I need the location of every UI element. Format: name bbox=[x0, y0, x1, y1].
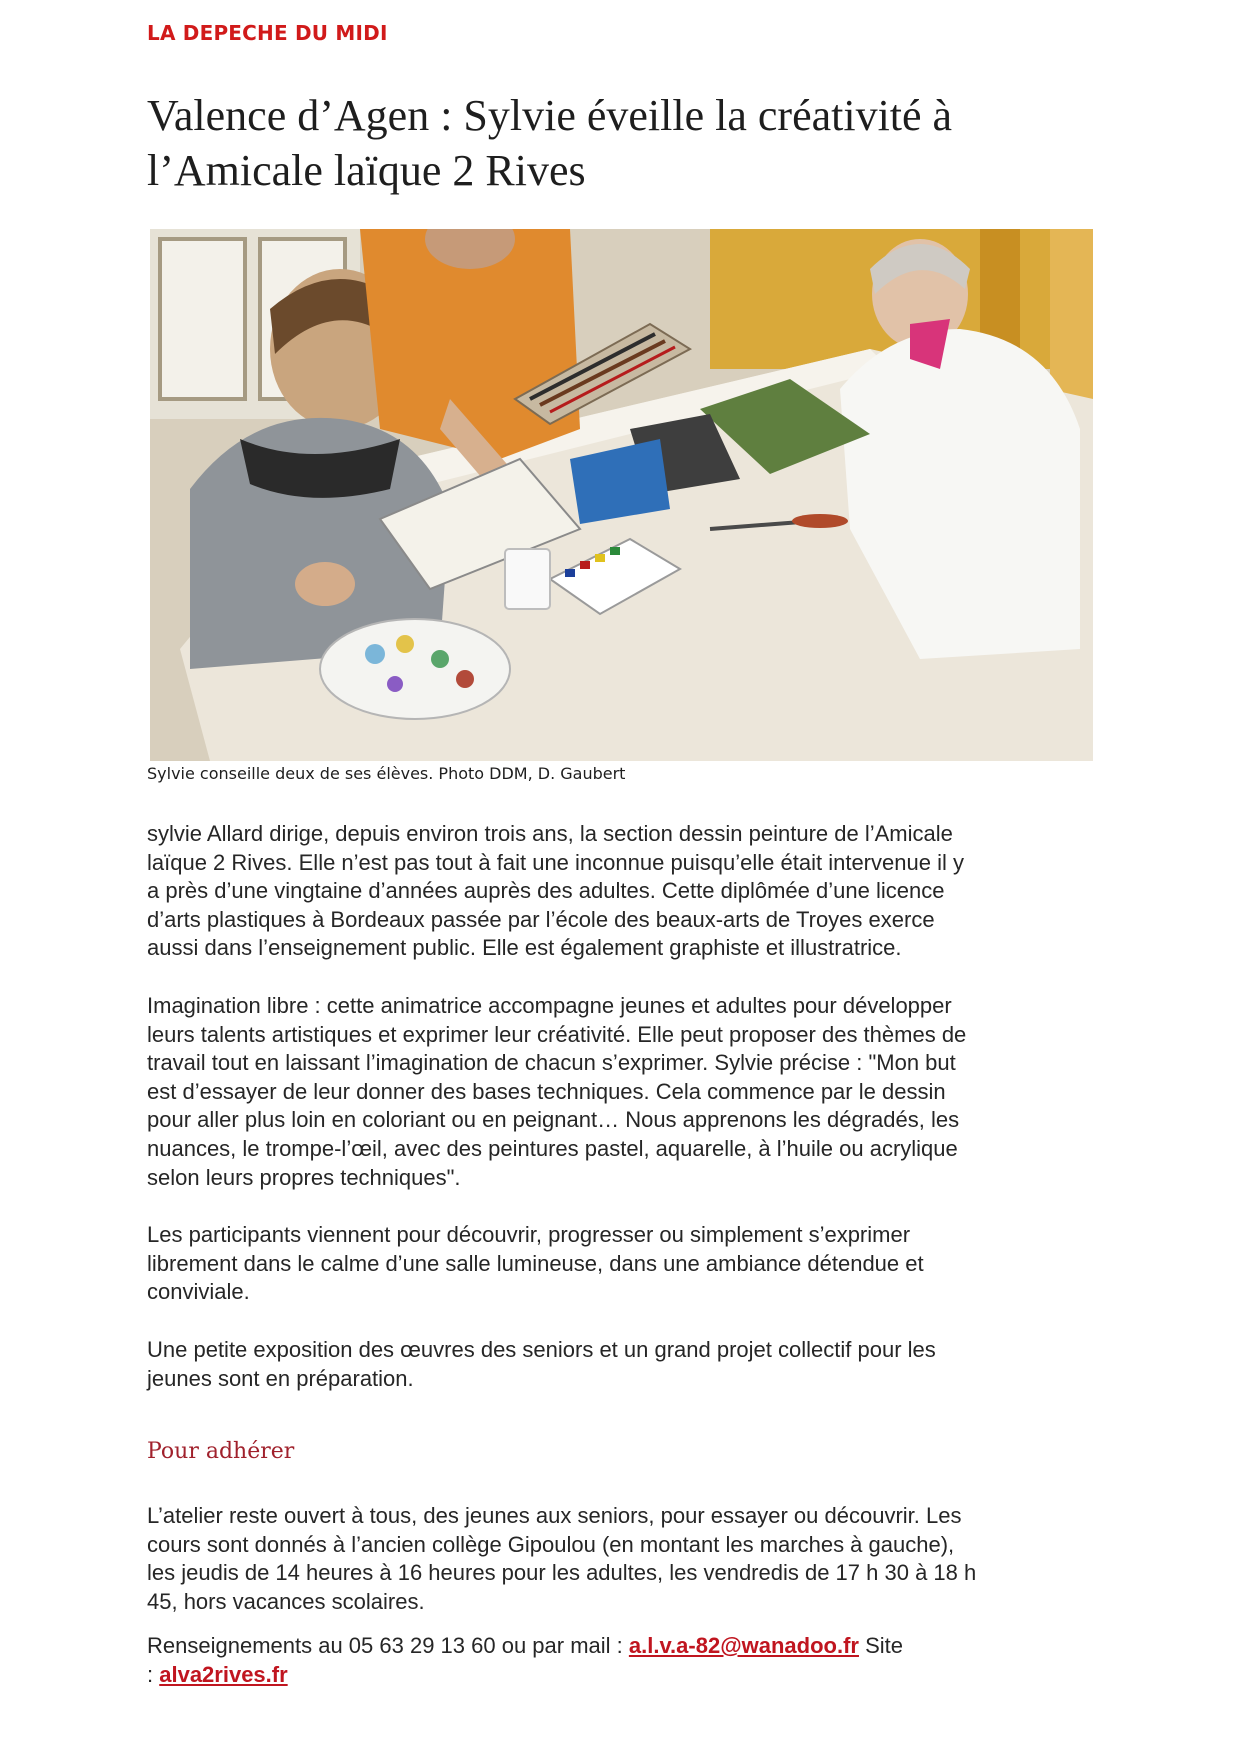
text-line: laïque 2 Rives. Elle n’est pas tout à fait une inconnue puisqu’elle était intervenue il y bbox=[147, 849, 964, 875]
text-line: a près d’une vingtaine d’années auprès des adultes. Cette diplômée d’une licence bbox=[147, 878, 945, 904]
newspaper-source: LA DEPECHE DU MIDI bbox=[147, 21, 388, 45]
text-line: conviviale. bbox=[147, 1279, 250, 1305]
article-title bbox=[147, 88, 1107, 198]
text-line: travail tout en laissant l’imagination de chacun s’exprimer. Sylvie précise : "Mon but bbox=[147, 1050, 956, 1076]
text-line bbox=[147, 1661, 1107, 1690]
photo-caption: Sylvie conseille deux de ses élèves. Photo DDM, D. Gaubert bbox=[147, 764, 626, 783]
text-line: pour aller plus loin en coloriant ou en peignant… Nous apprenons les dégradés, les bbox=[147, 1107, 960, 1133]
text-line: Une petite exposition des œuvres des seniors et un grand projet collectif pour les bbox=[147, 1337, 936, 1362]
contact-paragraph bbox=[147, 1632, 1107, 1689]
text-line bbox=[147, 1632, 1107, 1661]
text-line: les jeudis de 14 heures à 16 heures pour les adultes, les vendredis de 17 h 30 à 18 h bbox=[147, 1560, 977, 1586]
text-line: Imagination libre : cette animatrice accompagne jeunes et adultes pour développer bbox=[147, 993, 952, 1018]
paragraph-1 bbox=[147, 820, 1107, 963]
paragraph-2 bbox=[147, 992, 1107, 1192]
text-line: aussi dans l’enseignement public. Elle est également graphiste et illustratrice. bbox=[147, 935, 902, 961]
join-paragraph bbox=[147, 1502, 1107, 1616]
text-line: 45, hors vacances scolaires. bbox=[147, 1588, 425, 1614]
section-heading: Pour adhérer bbox=[147, 1439, 295, 1464]
website-link[interactable]: alva2rives.fr bbox=[159, 1661, 288, 1687]
text-line: d’arts plastiques à Bordeaux passée par l’école des beaux-arts de Troyes exerce bbox=[147, 906, 935, 932]
text-line: cours sont donnés à l’ancien collège Gipoulou (en montant les marches à gauche), bbox=[147, 1531, 955, 1557]
text-line: L’atelier reste ouvert à tous, des jeunes aux seniors, pour essayer ou découvrir. Les bbox=[147, 1503, 962, 1528]
contact-prefix: Renseignements au 05 63 29 13 60 ou par mail : bbox=[147, 1633, 629, 1658]
site-prefix: : bbox=[147, 1661, 160, 1687]
photo-illustration bbox=[150, 229, 1093, 761]
text-line: est d’essayer de leur donner des bases techniques. Cela commence par le dessin bbox=[147, 1078, 946, 1104]
text-line: nuances, le trompe-l’œil, avec des peintures pastel, aquarelle, à l’huile ou acrylique bbox=[147, 1135, 958, 1161]
paragraph-4 bbox=[147, 1336, 1107, 1393]
text-line: Les participants viennent pour découvrir, progresser ou simplement s’exprimer bbox=[147, 1222, 911, 1247]
title-line: l’Amicale laïque 2 Rives bbox=[147, 146, 586, 195]
text-line: leurs talents artistiques et exprimer leur créativité. Elle peut proposer des thèmes de bbox=[147, 1021, 967, 1047]
email-link[interactable]: a.l.v.a-82@wanadoo.fr bbox=[628, 1633, 859, 1658]
text-line: librement dans le calme d’une salle lumineuse, dans une ambiance détendue et bbox=[147, 1250, 924, 1276]
text-line: jeunes sont en préparation. bbox=[147, 1365, 414, 1391]
article-photo bbox=[150, 229, 1093, 761]
text-line: sylvie Allard dirige, depuis environ trois ans, la section dessin peinture de l’Amicale bbox=[147, 821, 953, 846]
title-line: Valence d’Agen : Sylvie éveille la créativité à bbox=[147, 91, 953, 140]
text-line: selon leurs propres techniques". bbox=[147, 1164, 461, 1190]
paragraph-3 bbox=[147, 1221, 1107, 1307]
site-label: Site bbox=[858, 1633, 904, 1658]
